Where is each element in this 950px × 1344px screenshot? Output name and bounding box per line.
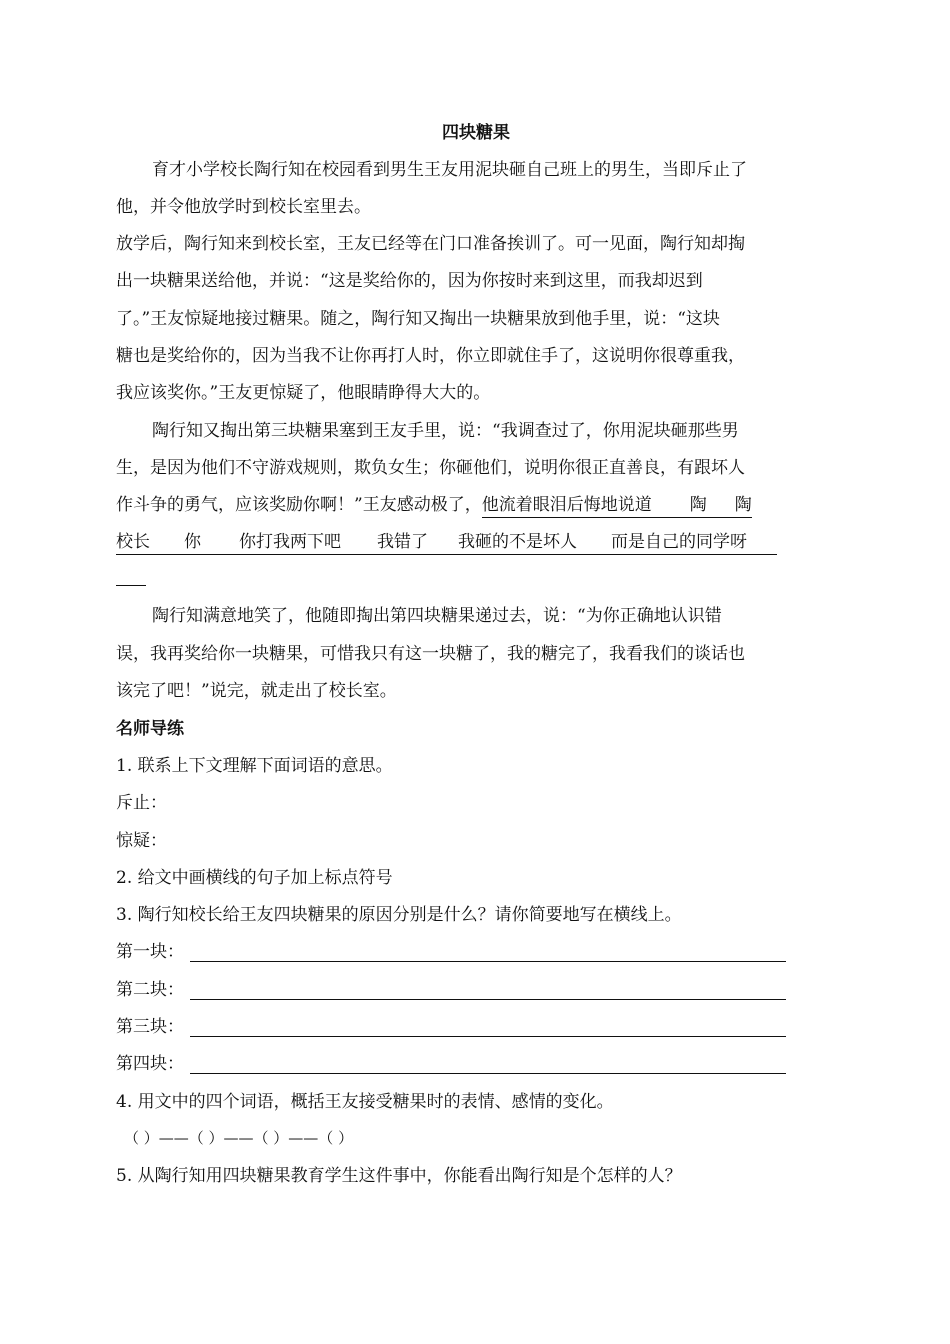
story-p3-line4 — [116, 531, 777, 553]
story-p1-line2: 他，并令他放学时到校长室里去。 — [116, 197, 371, 217]
underlined-word: 你 — [184, 532, 201, 552]
answer-line-4[interactable] — [190, 1073, 786, 1074]
document-title: 四块糖果 — [442, 123, 510, 143]
answer-label-2: 第二块： — [116, 980, 184, 1000]
answer-line-3[interactable] — [190, 1036, 786, 1037]
story-p2-line5: 我应该奖你。”王友更惊疑了，他眼睛睁得大大的。 — [116, 383, 491, 403]
story-p3-line1: 陶行知又掏出第三块糖果塞到王友手里，说：“我调查过了，你用泥块砸那些男 — [152, 421, 739, 441]
story-p4-line3: 该完了吧！”说完，就走出了校长室。 — [116, 681, 397, 701]
answer-label-3: 第三块： — [116, 1017, 184, 1037]
underlined-word: 你打我两下吧 — [239, 532, 341, 552]
underlined-word: 我砸的不是坏人 — [458, 532, 577, 552]
story-p3-line2: 生，是因为他们不守游戏规则，欺负女生；你砸他们，说明你很正直善良，有跟坏人 — [116, 458, 745, 478]
question-3: 3. 陶行知校长给王友四块糖果的原因分别是什么？请你简要地写在横线上。 — [116, 905, 682, 925]
story-p4-line1: 陶行知满意地笑了，他随即掏出第四块糖果递过去，说：“为你正确地认识错 — [152, 606, 722, 626]
question-1: 1. 联系上下文理解下面词语的意思。 — [116, 756, 393, 776]
answer-label-4: 第四块： — [116, 1054, 184, 1074]
underlined-word: 陶 — [734, 495, 752, 515]
underlined-sentence-part2 — [116, 532, 777, 555]
story-p3-line3-text: 作斗争的勇气，应该奖励你啊！”王友感动极了， — [116, 495, 482, 515]
underlined-word: 他流着眼泪后悔地说道 — [481, 495, 652, 515]
underlined-word: 我错了 — [377, 532, 428, 552]
story-p2-line4: 糖也是奖给你的，因为当我不让你再打人时，你立即就住手了，这说明你很尊重我， — [116, 346, 745, 366]
question-2: 2. 给文中画横线的句子加上标点符号 — [116, 868, 393, 888]
question-5: 5. 从陶行知用四块糖果教育学生这件事中，你能看出陶行知是个怎样的人？ — [116, 1166, 682, 1186]
question-4-blanks[interactable]: （ ）——（ ）——（ ）——（ ） — [124, 1129, 354, 1147]
underlined-word: 而是自己的同学呀 — [611, 532, 747, 552]
underlined-sentence-part1 — [482, 495, 752, 518]
answer-line-1[interactable] — [190, 961, 786, 962]
story-p3-line3 — [116, 494, 752, 516]
underlined-word: 校长 — [116, 532, 150, 552]
answer-line-2[interactable] — [190, 999, 786, 1000]
story-p1-line1: 育才小学校长陶行知在校园看到男生王友用泥块砸自己班上的男生，当即斥止了 — [152, 160, 747, 180]
question-1-word-b: 惊疑： — [116, 831, 167, 851]
underlined-word: 陶 — [689, 495, 707, 515]
story-p2-line3: 了。”王友惊疑地接过糖果。随之，陶行知又掏出一块糖果放到他手里，说：“这块 — [116, 309, 720, 329]
question-4: 4. 用文中的四个词语，概括王友接受糖果时的表情、感情的变化。 — [116, 1092, 614, 1112]
question-1-word-a: 斥止： — [116, 793, 167, 813]
answer-label-1: 第一块： — [116, 942, 184, 962]
underline-continuation — [116, 585, 146, 586]
story-p2-line1: 放学后，陶行知来到校长室，王友已经等在门口准备挨训了。可一见面，陶行知却掏 — [116, 234, 745, 254]
story-p2-line2: 出一块糖果送给他，并说：“这是奖给你的，因为你按时来到这里，而我却迟到 — [116, 271, 703, 291]
exercises-heading: 名师导练 — [116, 719, 184, 739]
story-p4-line2: 误，我再奖给你一块糖果，可惜我只有这一块糖了，我的糖完了，我看我们的谈话也 — [116, 644, 745, 664]
